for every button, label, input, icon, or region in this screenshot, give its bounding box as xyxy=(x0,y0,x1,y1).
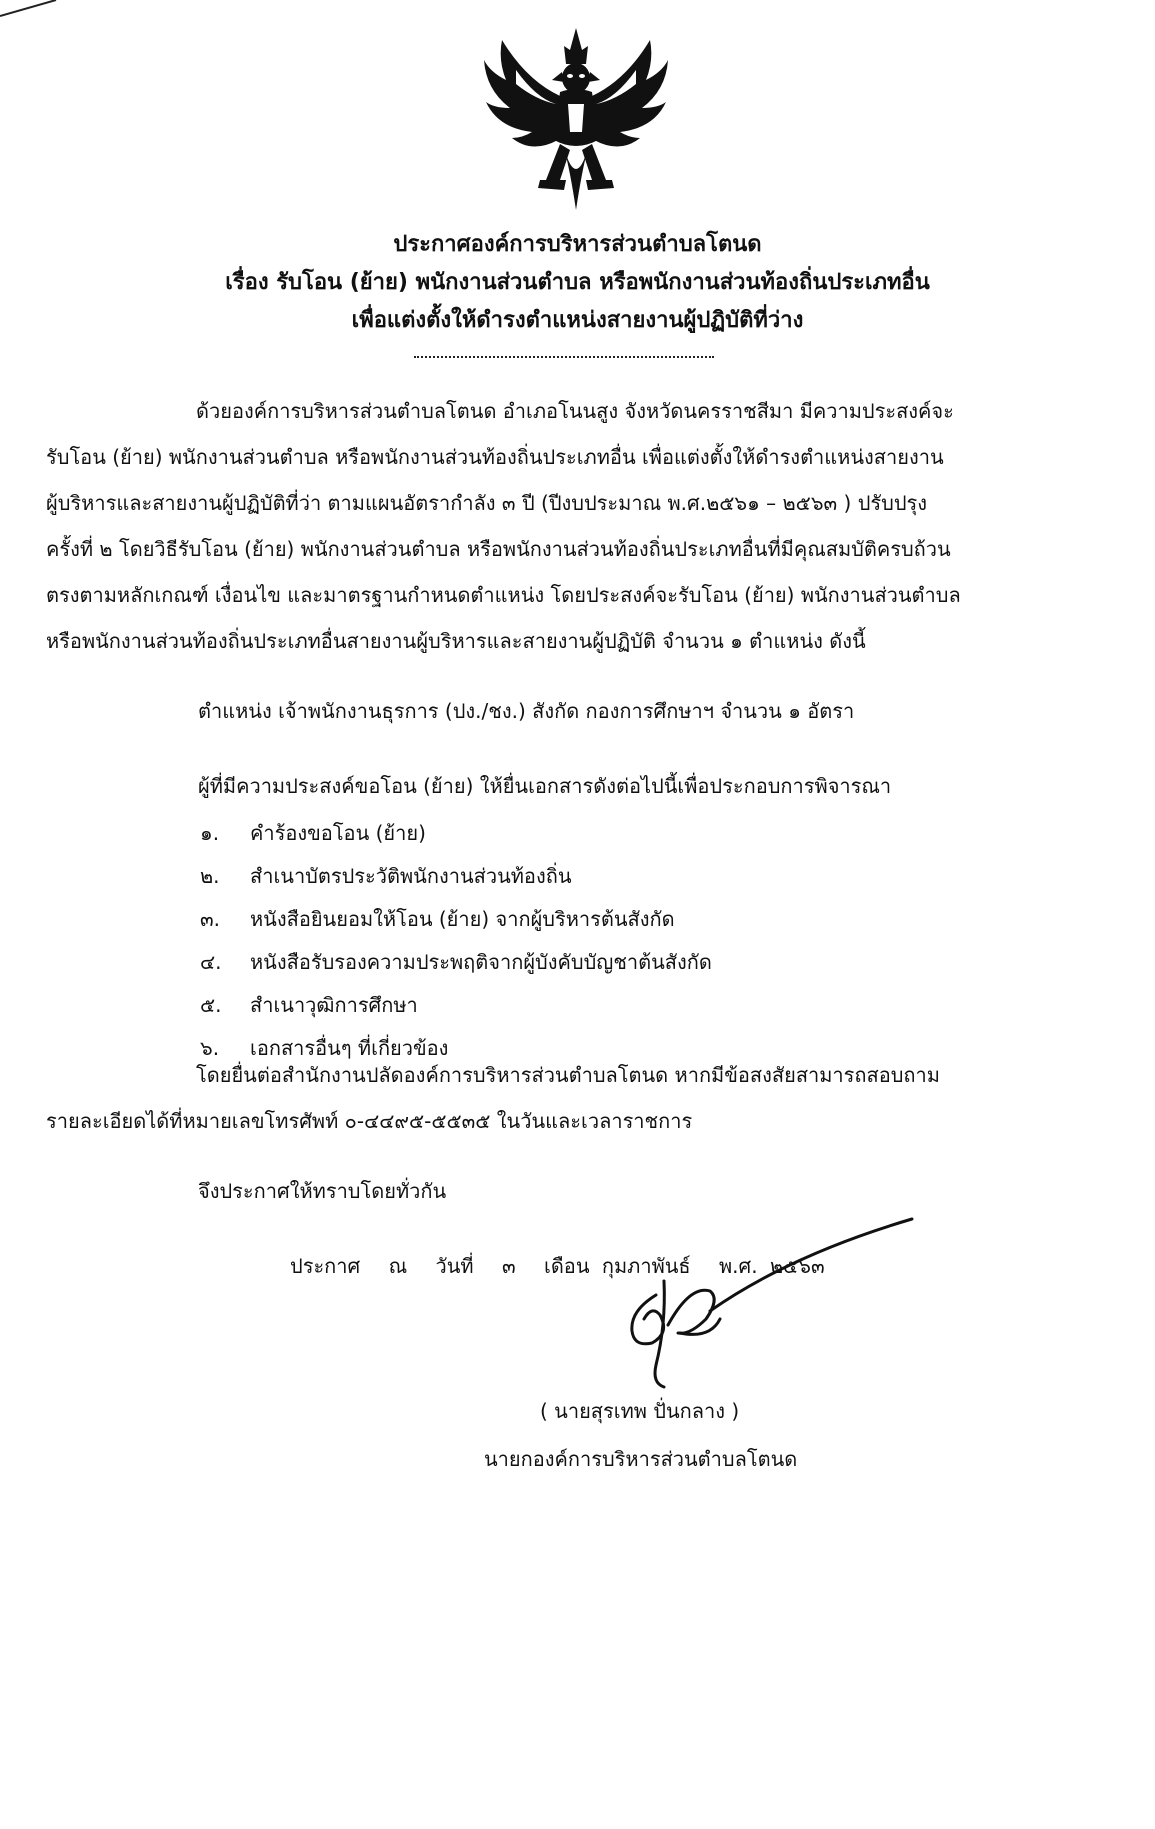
paragraph-line: ผู้บริหารและสายงานผู้ปฏิบัติที่ว่า ตามแผนอัตรากำลัง ๓ ปี (ปีงบประมาณ พ.ศ.๒๕๖๑ – ๒๕๖๓ ) ปรับปรุง xyxy=(46,491,928,515)
contact-paragraph xyxy=(46,1052,1086,1144)
paragraph-line: หรือพนักงานส่วนท้องถิ่นประเภทอื่นสายงานผู้บริหารและสายงานผู้ปฏิบัติ จำนวน ๑ ตำแหน่ง ดังนี้ xyxy=(46,629,866,653)
scan-corner-line xyxy=(0,0,60,20)
document-title xyxy=(0,226,1155,340)
contact-line-2: รายละเอียดได้ที่หมายเลขโทรศัพท์ ๐-๔๔๙๕-๕๕๓๕ ในวันและเวลาราชการ xyxy=(46,1109,693,1133)
title-line-2: เรื่อง รับโอน (ย้าย) พนักงานส่วนตำบล หรือพนักงานส่วนท้องถิ่นประเภทอื่น xyxy=(225,270,930,295)
list-item: ๒. สำเนาบัตรประวัติพนักงานส่วนท้องถิ่น xyxy=(200,864,572,888)
signer-name: ( นายสุรเทพ ปั่นกลาง ) xyxy=(540,1399,740,1423)
required-documents-list xyxy=(200,812,712,1070)
garuda-emblem-icon xyxy=(476,20,676,218)
paragraph-line: ด้วยองค์การบริหารส่วนตำบลโตนด อำเภอโนนสูง จังหวัดนครราชสีมา มีความประสงค์จะ xyxy=(196,399,954,423)
vacant-position: ตำแหน่ง เจ้าพนักงานธุรการ (ปง./ชง.) สังกัด กองการศึกษาฯ จำนวน ๑ อัตรา xyxy=(198,699,855,723)
paragraph-line: ครั้งที่ ๒ โดยวิธีรับโอน (ย้าย) พนักงานส่วนตำบล หรือพนักงานส่วนท้องถิ่นประเภทอื่นที่มีคุณสมบัติครบถ้วน xyxy=(46,537,951,561)
list-item: ๔. หนังสือรับรองความประพฤติจากผู้บังคับบัญชาต้นสังกัด xyxy=(200,950,712,974)
announcement-date: ประกาศ ณ วันที่ ๓ เดือน กุมภาพันธ์ พ.ศ. ๒๕๖๓ xyxy=(290,1254,825,1278)
documents-intro: ผู้ที่มีความประสงค์ขอโอน (ย้าย) ให้ยื่นเอกสารดังต่อไปนี้เพื่อประกอบการพิจารณา xyxy=(198,774,892,798)
title-line-1: ประกาศองค์การบริหารส่วนตำบลโตนด xyxy=(393,232,762,257)
paragraph-line: รับโอน (ย้าย) พนักงานส่วนตำบล หรือพนักงานส่วนท้องถิ่นประเภทอื่น เพื่อแต่งตั้งให้ดำรงตำแหน่งสายงาน xyxy=(46,445,944,469)
title-line-3: เพื่อแต่งตั้งให้ดำรงตำแหน่งสายงานผู้ปฏิบัติที่ว่าง xyxy=(351,308,804,333)
handwritten-signature xyxy=(560,1215,920,1405)
announcement-line: จึงประกาศให้ทราบโดยทั่วกัน xyxy=(198,1179,447,1203)
list-item: ๓. หนังสือยินยอมให้โอน (ย้าย) จากผู้บริหารต้นสังกัด xyxy=(200,907,675,931)
paragraph-line: ตรงตามหลักเกณฑ์ เงื่อนไข และมาตรฐานกำหนดตำแหน่ง โดยประสงค์จะรับโอน (ย้าย) พนักงานส่วนตำบล xyxy=(46,583,961,607)
signer-title: นายกองค์การบริหารส่วนตำบลโตนด xyxy=(484,1447,798,1471)
list-item: ๕. สำเนาวุฒิการศึกษา xyxy=(200,993,418,1017)
main-paragraph xyxy=(46,388,1086,664)
list-item: ๑. คำร้องขอโอน (ย้าย) xyxy=(200,821,426,845)
title-separator xyxy=(414,356,714,358)
contact-line-1: โดยยื่นต่อสำนักงานปลัดองค์การบริหารส่วนตำบลโตนด หากมีข้อสงสัยสามารถสอบถาม xyxy=(196,1063,940,1087)
list-item: ๖. เอกสารอื่นๆ ที่เกี่ยวข้อง xyxy=(200,1036,449,1060)
